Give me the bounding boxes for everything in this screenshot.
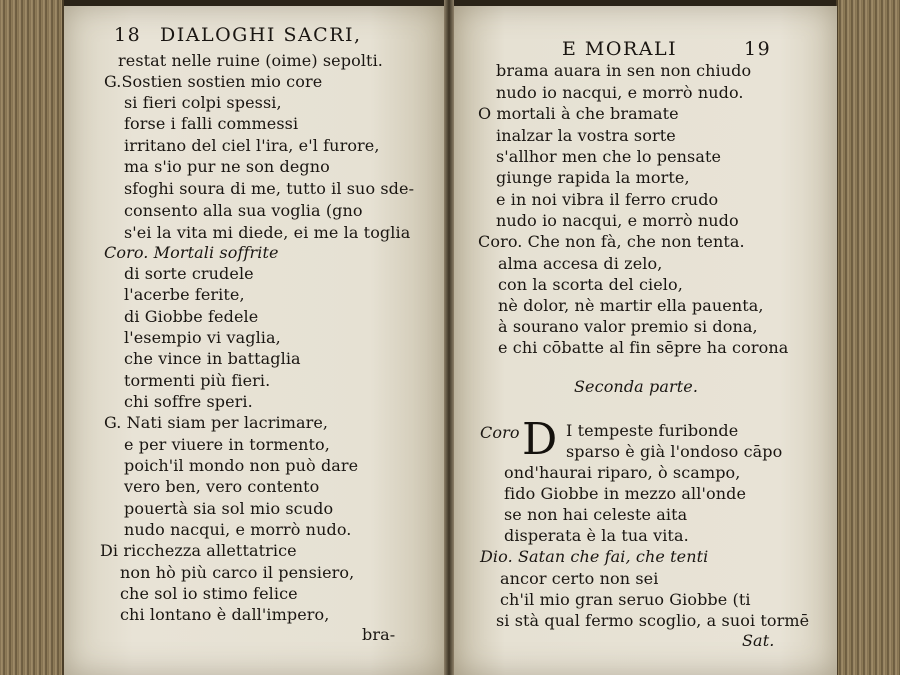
left-line: Coro. Mortali soffrite <box>104 243 279 262</box>
right-line: e in noi vibra il ferro crudo <box>496 190 719 209</box>
right-line: Dio. Satan che fai, che tenti <box>480 547 709 566</box>
page-edges-left <box>0 0 64 675</box>
left-line: s'ei la vita mi diede, ei me la toglia <box>124 223 411 242</box>
right-line: Coro. Che non fà, che non tenta. <box>478 232 745 251</box>
right-line: I tempeste furibonde <box>566 421 739 440</box>
right-line: e chi cōbatte al fin sēpre ha corona <box>498 338 789 357</box>
left-line: l'acerbe ferite, <box>124 285 245 304</box>
right-line: ond'haurai riparo, ò scampo, <box>504 463 741 482</box>
left-line: sfoghi soura di me, tutto il suo sde- <box>124 179 415 198</box>
right-line: O mortali à che bramate <box>478 104 679 123</box>
right-line: nudo io nacqui, e morrò nudo <box>496 211 739 230</box>
left-line: restat nelle ruine (oime) sepolti. <box>118 51 383 70</box>
left-line: nudo nacqui, e morrò nudo. <box>124 520 352 539</box>
left-line: G. Nati siam per lacrimare, <box>104 413 329 432</box>
left-line: pouertà sia sol mio scudo <box>124 499 334 518</box>
section-title: Seconda parte. <box>574 377 699 396</box>
right-line: sparso è già l'ondoso cāpo <box>566 442 783 461</box>
left-line: non hò più carco il pensiero, <box>120 563 355 582</box>
left-line: G.Sostien sostien mio core <box>104 72 323 91</box>
left-line: irritano del ciel l'ira, e'l furore, <box>124 136 380 155</box>
left-line: di sorte crudele <box>124 264 254 283</box>
page-edges-right <box>836 0 900 675</box>
right-line: alma accesa di zelo, <box>498 254 663 273</box>
book-gutter <box>444 0 454 675</box>
right-line: nè dolor, nè martir ella pauenta, <box>498 296 764 315</box>
left-line: di Giobbe fedele <box>124 307 259 326</box>
left-line: che vince in battaglia <box>124 349 301 368</box>
left-line: forse i falli commessi <box>124 114 299 133</box>
right-line: nudo io nacqui, e morrò nudo. <box>496 83 744 102</box>
right-line: con la scorta del cielo, <box>498 275 683 294</box>
speaker-label: Coro <box>480 423 520 442</box>
left-line: l'esempio vi vaglia, <box>124 328 281 347</box>
drop-cap: D <box>522 414 558 465</box>
right-line: s'allhor men che lo pensate <box>496 147 722 166</box>
right-line: brama auara in sen non chiudo <box>496 61 752 80</box>
left-running-head: DIALOGHI SACRI, <box>160 24 362 46</box>
left-line: chi soffre speri. <box>124 392 253 411</box>
right-catchword: Sat. <box>742 631 775 650</box>
left-line: che sol io stimo felice <box>120 584 298 603</box>
right-page-number: 19 <box>744 38 772 60</box>
right-running-head: E MORALI <box>562 38 678 60</box>
right-line: ch'il mio gran seruo Giobbe (ti <box>500 590 751 609</box>
right-line: fido Giobbe in mezzo all'onde <box>504 484 747 503</box>
left-line: poich'il mondo non può dare <box>124 456 359 475</box>
left-line: chi lontano è dall'impero, <box>120 605 330 624</box>
left-line: consento alla sua voglia (gno <box>124 201 363 220</box>
left-page-number: 18 <box>114 24 142 46</box>
left-line: ma s'io pur ne son degno <box>124 157 330 176</box>
right-line: giunge rapida la morte, <box>496 168 690 187</box>
left-line: e per viuere in tormento, <box>124 435 330 454</box>
right-line: ancor certo non sei <box>500 569 659 588</box>
left-line: si fieri colpi spessi, <box>124 93 282 112</box>
right-line: à sourano valor premio si dona, <box>498 317 758 336</box>
right-line: si stà qual fermo scoglio, a suoi tormē <box>496 611 810 630</box>
right-line: se non hai celeste aita <box>504 505 688 524</box>
right-line: disperata è la tua vita. <box>504 526 689 545</box>
left-line: Di ricchezza allettatrice <box>100 541 297 560</box>
left-catchword: bra- <box>362 625 396 644</box>
right-line: inalzar la vostra sorte <box>496 126 676 145</box>
left-line: vero ben, vero contento <box>124 477 320 496</box>
left-line: tormenti più fieri. <box>124 371 271 390</box>
